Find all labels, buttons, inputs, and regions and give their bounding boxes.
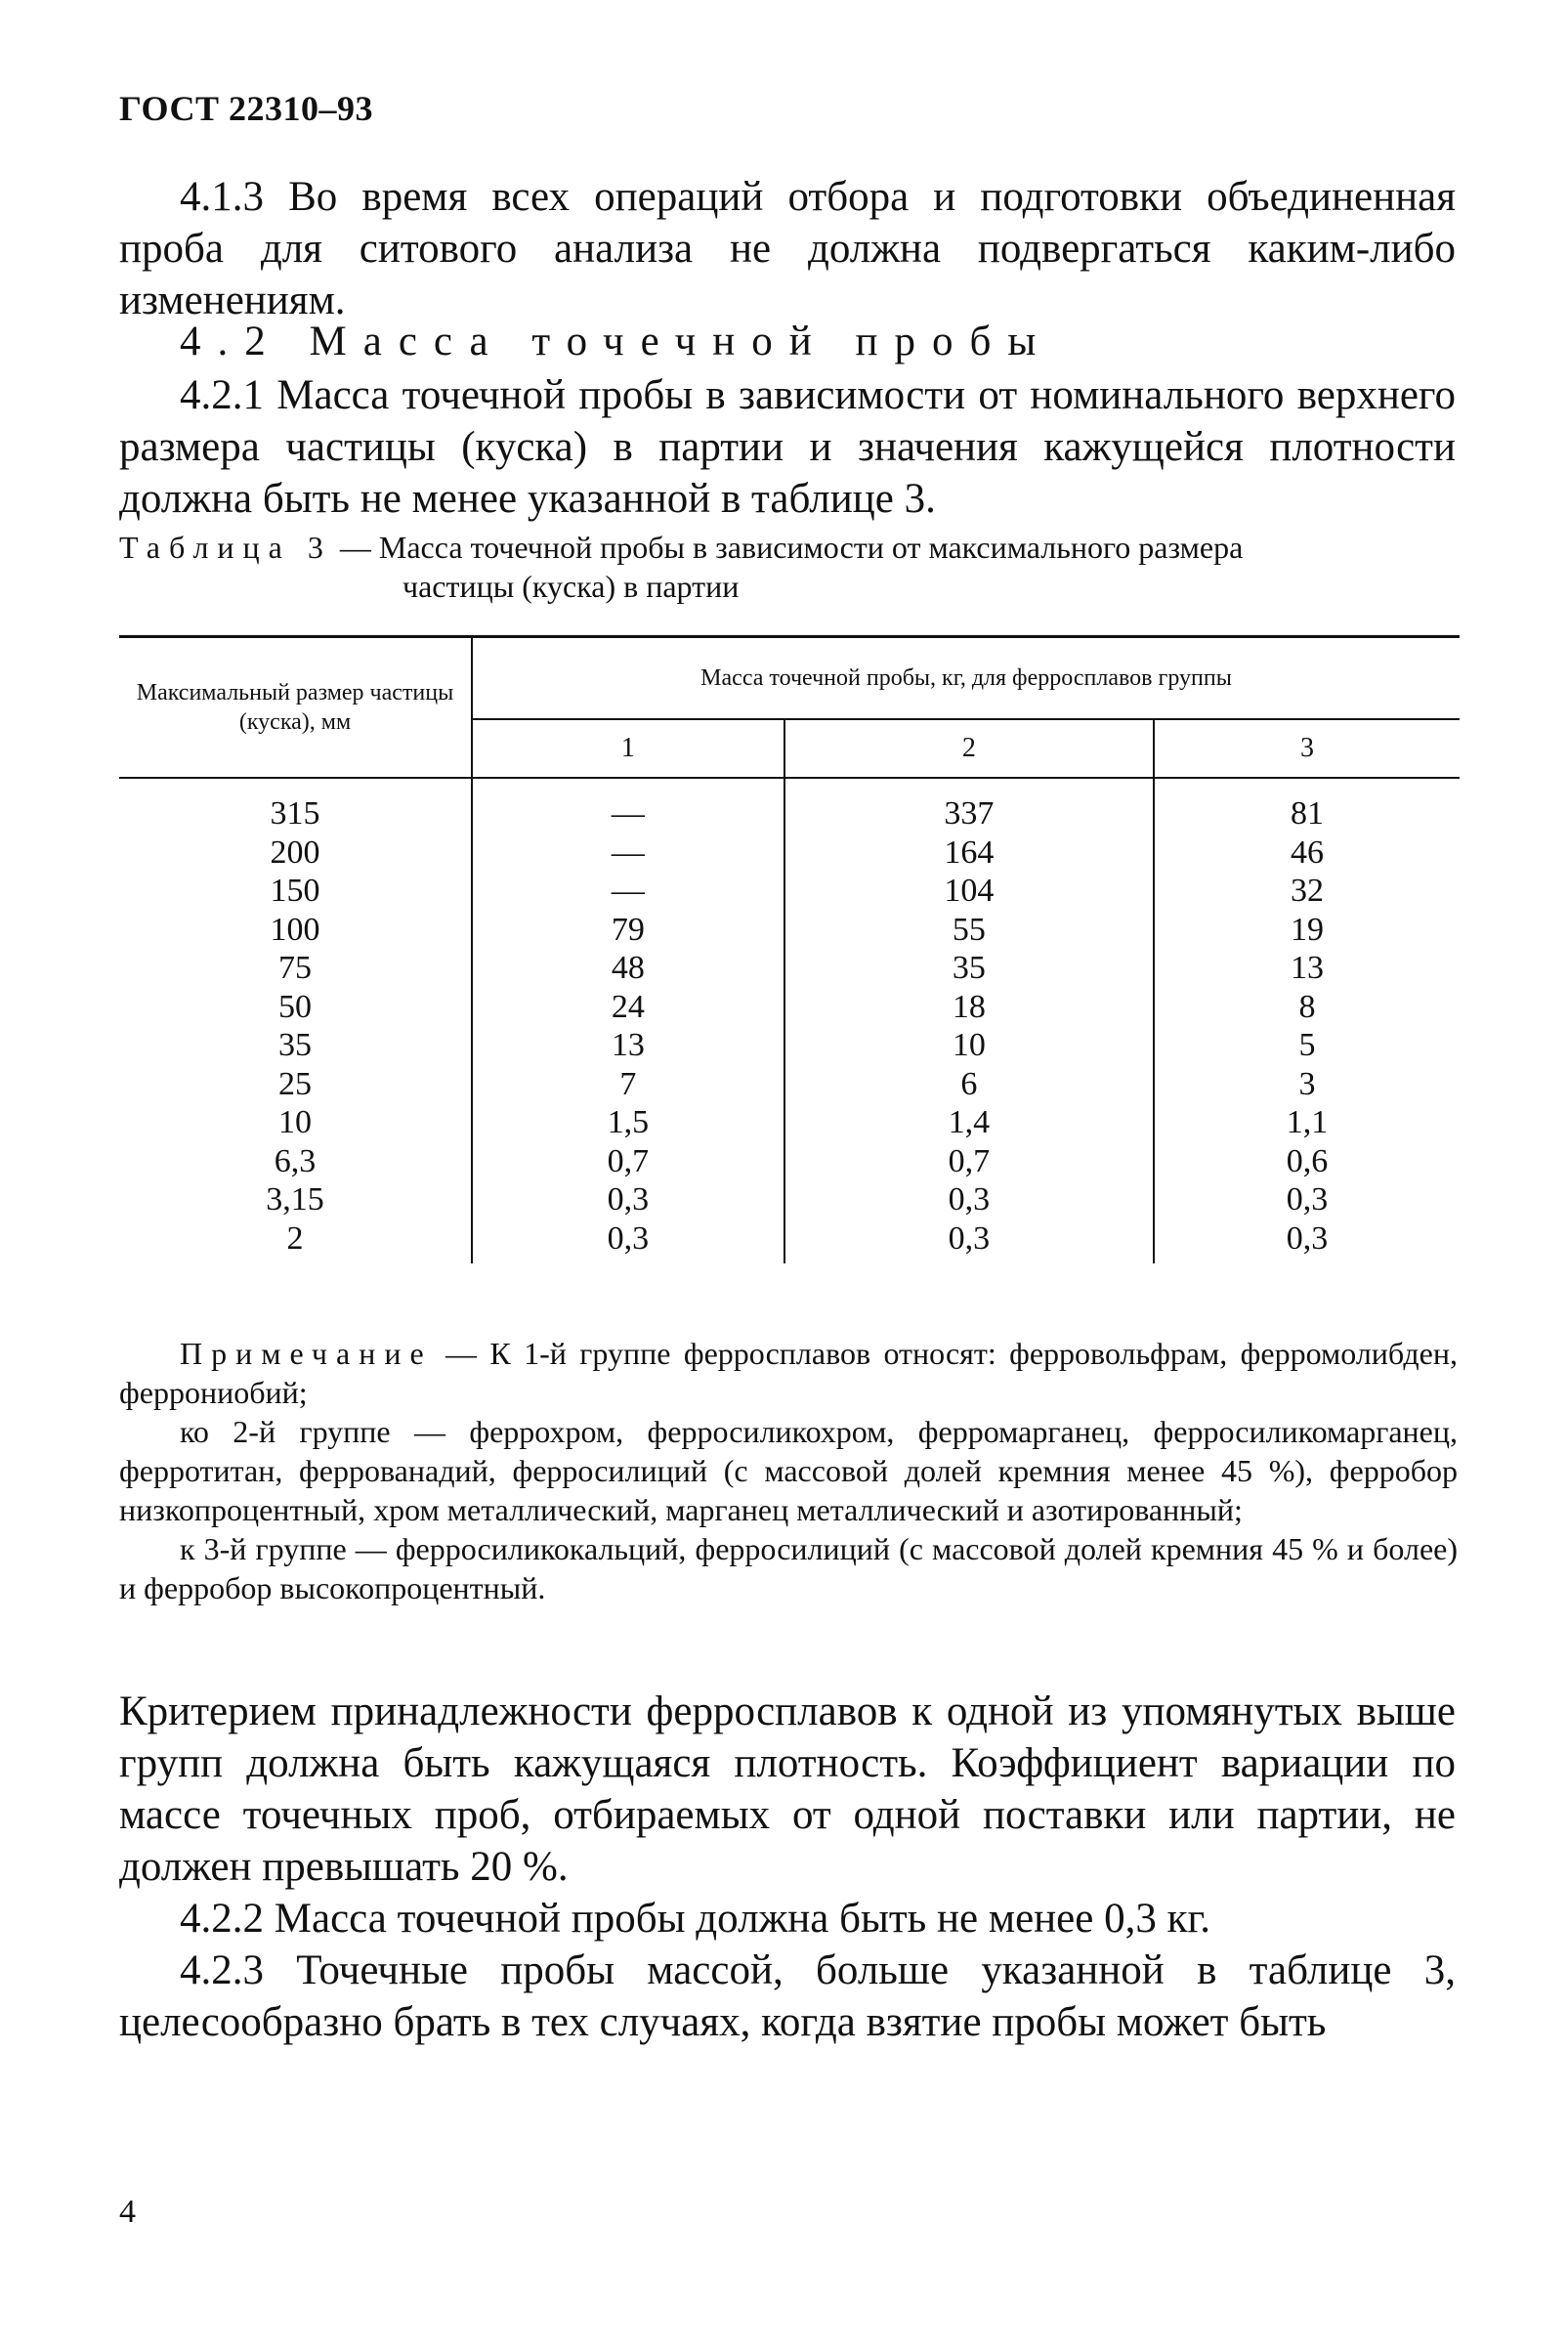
table-cell-group2: 1,4 bbox=[948, 1104, 991, 1140]
group-label-3: 3 bbox=[1154, 719, 1460, 778]
note-line2: ко 2-й группе — феррохром, ферросиликохром, ферромарганец, ферросиликомарганец, ферротитан, феррованадий, ферросилиций (с массовой долей кремния менее 45 %), ферробор низкопроцентный, хром металлический, марганец металлический и азотированный; bbox=[119, 1414, 1458, 1527]
table-cell-group2: 0,3 bbox=[948, 1219, 991, 1257]
table-cell-group1: 7 bbox=[619, 1065, 637, 1102]
table-cell-group3: 0,6 bbox=[1286, 1142, 1329, 1179]
table-cell-group2: 18 bbox=[952, 988, 986, 1025]
table-cell-group2: 10 bbox=[952, 1027, 986, 1063]
table-cell-group1: 1,5 bbox=[607, 1104, 650, 1140]
group3-column bbox=[1154, 778, 1460, 1263]
table-cell-group3: 32 bbox=[1291, 873, 1325, 909]
table-cell-group1: 13 bbox=[611, 1027, 645, 1063]
paragraph-4-2-2: 4.2.2 Масса точечной пробы должна быть не менее 0,3 кг. bbox=[180, 1896, 1211, 1942]
table-cell-group1: 0,3 bbox=[607, 1181, 650, 1218]
table-caption-line2: частицы (куска) в партии bbox=[403, 569, 740, 604]
table-cell-group1: 0,3 bbox=[607, 1219, 650, 1257]
table-cell-group2: 104 bbox=[944, 873, 995, 909]
col-header-size: Максимальный размер частицы (куска), мм bbox=[119, 637, 472, 779]
size-column bbox=[119, 778, 472, 1263]
group1-column bbox=[472, 778, 784, 1263]
paragraph-4-2-1: 4.2.1 Масса точечной пробы в зависимости от номинального верхнего размера частицы (куска) в партии и значения кажущейся плотности должна быть не менее указанной в таблице 3. bbox=[119, 372, 1456, 522]
table-cell-group2: 6 bbox=[960, 1065, 978, 1102]
table-cell-group2: 55 bbox=[952, 911, 986, 948]
table-caption-line1: — Масса точечной пробы в зависимости от максимального размера bbox=[331, 530, 1244, 565]
table-cell-group2: 0,7 bbox=[948, 1142, 991, 1179]
section-heading-4-2: 4.2 Масса точечной пробы bbox=[180, 319, 1053, 364]
table-cell-group1: — bbox=[611, 795, 645, 832]
table-cell-group2: 164 bbox=[944, 834, 995, 871]
table-cell-size: 6,3 bbox=[274, 1142, 317, 1179]
table-cell-group1: — bbox=[611, 873, 645, 909]
table-cell-size: 25 bbox=[278, 1065, 312, 1102]
table-cell-size: 35 bbox=[278, 1027, 312, 1063]
table-cell-size: 315 bbox=[270, 795, 320, 832]
table-cell-size: 3,15 bbox=[266, 1181, 324, 1218]
table-cell-group3: 8 bbox=[1298, 988, 1316, 1025]
table-cell-size: 50 bbox=[278, 988, 312, 1025]
note-label: Примечание bbox=[180, 1336, 433, 1371]
table-note bbox=[119, 1334, 1458, 1607]
table-cell-group1: 24 bbox=[611, 988, 645, 1025]
table-cell-size: 10 bbox=[278, 1104, 312, 1140]
paragraph-4-2-3: 4.2.3 Точечные пробы массой, больше указанной в таблице 3, целесообразно брать в тех случаях, когда взятие пробы может быть bbox=[119, 1947, 1456, 2045]
group2-column bbox=[784, 778, 1154, 1263]
table-cell-group2: 35 bbox=[952, 950, 986, 986]
note-line3: к 3-й группе — ферросиликокальций, ферросилиций (с массовой долей кремния 45 % и более) и ферробор высокопроцентный. bbox=[119, 1531, 1458, 1605]
table-cell-group1: — bbox=[611, 834, 645, 871]
col-header-group: Масса точечной пробы, кг, для ферросплавов группы bbox=[472, 637, 1460, 720]
paragraph-4-1-3: 4.1.3 Во время всех операций отбора и подготовки объединенная проба для ситового анализа не должна подвергаться каким-либо изменениям. bbox=[119, 174, 1456, 323]
criterion-paragraph: Критерием принадлежности ферросплавов к одной из упомянутых выше групп должна быть кажущаяся плотность. Коэффициент вариации по массе точечных проб, отбираемых от одной поставки или партии, не должен превышать 20 %. bbox=[119, 1688, 1456, 1890]
standard-code-header: ГОСТ 22310–93 bbox=[119, 89, 373, 128]
table-cell-group1: 0,7 bbox=[607, 1142, 650, 1179]
table-cell-group3: 13 bbox=[1291, 950, 1325, 986]
table-cell-group3: 5 bbox=[1298, 1027, 1316, 1063]
table-cell-size: 100 bbox=[270, 911, 320, 948]
table-cell-size: 200 bbox=[270, 834, 320, 871]
page-number: 4 bbox=[119, 2194, 136, 2230]
table-cell-group1: 79 bbox=[611, 911, 645, 948]
group-label-2: 2 bbox=[784, 719, 1154, 778]
table-3 bbox=[119, 635, 1460, 1263]
table-cell-group3: 81 bbox=[1291, 795, 1325, 832]
table-cell-group1: 48 bbox=[611, 950, 645, 986]
table-caption-label: Таблица 3 bbox=[119, 530, 332, 565]
group-label-1: 1 bbox=[472, 719, 784, 778]
table-cell-group3: 0,3 bbox=[1286, 1181, 1329, 1218]
table-cell-group2: 337 bbox=[944, 795, 995, 832]
table-cell-group3: 19 bbox=[1291, 911, 1325, 948]
table-cell-size: 2 bbox=[286, 1219, 304, 1257]
note-line1: — К 1-й группе ферросплавов относят: ферровольфрам, ферромолибден, феррониобий; bbox=[119, 1336, 1458, 1410]
table-cell-group3: 46 bbox=[1291, 834, 1325, 871]
table-cell-group3: 3 bbox=[1298, 1065, 1316, 1102]
table-cell-group3: 1,1 bbox=[1286, 1104, 1329, 1140]
table-cell-group3: 0,3 bbox=[1286, 1219, 1329, 1257]
table-cell-size: 75 bbox=[278, 950, 312, 986]
table-caption bbox=[119, 528, 1458, 606]
table-cell-size: 150 bbox=[270, 873, 320, 909]
table-cell-group2: 0,3 bbox=[948, 1181, 991, 1218]
